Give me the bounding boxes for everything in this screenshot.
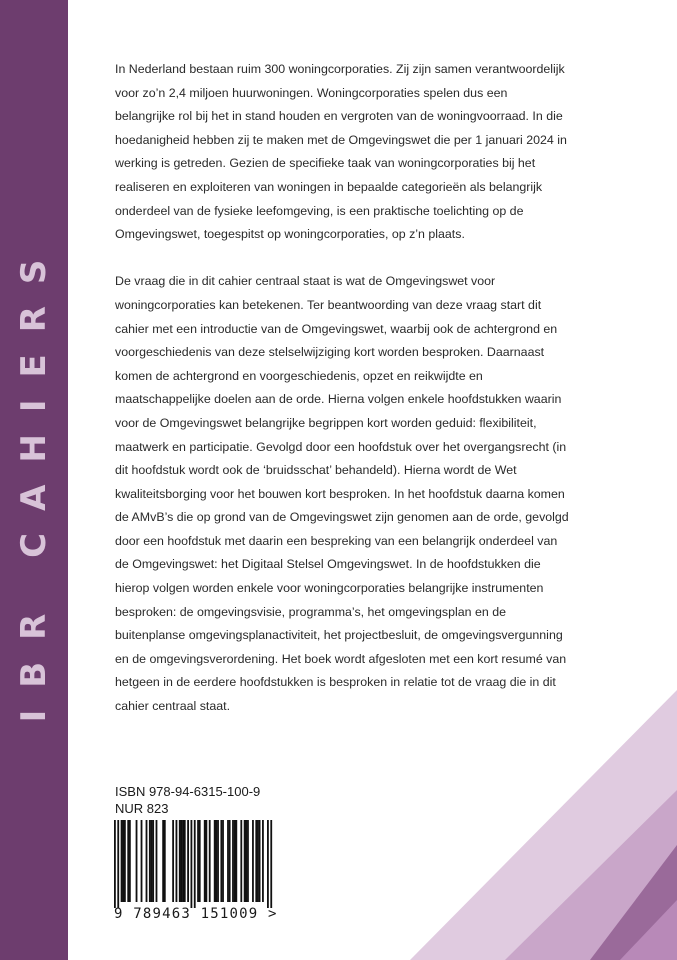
barcode-bar — [181, 820, 183, 902]
barcode-bar — [259, 820, 261, 902]
barcode-bar — [184, 820, 186, 902]
barcode-bar — [124, 820, 126, 902]
barcode-bar — [257, 820, 259, 902]
barcode-bar — [199, 820, 201, 902]
barcode-bar — [240, 820, 242, 902]
barcode-bar — [152, 820, 154, 902]
barcode-bar — [129, 820, 131, 902]
barcode-bar — [117, 820, 119, 908]
barcode-bar — [252, 820, 254, 902]
barcode-bar — [209, 820, 211, 902]
barcode-digits: 9 789463 151009 > — [114, 906, 278, 922]
barcode-bar — [244, 820, 246, 902]
barcode-bar — [191, 820, 193, 908]
barcode-bar — [197, 820, 199, 902]
barcode-bar — [220, 820, 222, 902]
barcode-bar — [164, 820, 166, 902]
barcode-bar — [205, 820, 207, 902]
barcode-bar — [215, 820, 217, 902]
decor-triangle-pale — [620, 900, 677, 960]
barcode-bar — [247, 820, 249, 902]
paragraph-overview: De vraag die in dit cahier centraal staat is wat de Omgevingswet voor woningcorporaties kan betekenen. Ter beantwoording van deze vraag start dit cahier met een introductie van de Omgevingswet, waarbij ook de achtergrond en voorgeschiedenis van deze stelselwijziging kort worden besproken. Daarnaast komen de achtergrond en voorgeschiedenis, opzet en reikwijdte en maatschappelijke doelen aan de orde. Hierna volgen enkele hoofdstukken waarin voor de Omgevingswet belangrijke begrippen kort worden geduid: flexibiliteit, maatwerk en participatie. Gevolgd door een hoofdstuk over het overgangsrecht (in dit hoofdstuk wordt ook de ‘bruidsschat’ behandeld). Hierna wordt de Wet kwaliteitsborging voor het bouwen kort besproken. In het hoofdstuk daarna komen de AMvB’s die op grond van de Omgevingswet zijn genomen aan de orde, gevolgd door een hoofdstuk met daarin een bespreking van een belangrijk onderdeel van de Omgevingswet: het Digitaal Stelsel Omgevingswet. In de hoofdstukken die hierop volgen worden enkele voor woningcorporaties belangrijke instrumenten besproken: de omgevingsvisie, programma’s, het omgevingsplan en de buitenplanse omgevingsplanactiviteit, het projectbesluit, de omgevingsvergunning en de omgevingsverordening. Het boek wordt afgesloten met een kort resumé van hetgeen in de eerdere hoofdstukken is besproken in relatie tot de vraag die in dit cahier centraal staat. — [115, 274, 569, 714]
barcode-bar — [214, 820, 216, 902]
barcode-bar — [162, 820, 164, 902]
barcode-bar — [235, 820, 237, 902]
barcode-bar — [232, 820, 234, 902]
isbn-block — [115, 783, 260, 817]
barcode-bar — [182, 820, 184, 902]
barcode-bar — [229, 820, 231, 902]
nur-code: NUR 823 — [115, 801, 169, 816]
barcode-bar — [127, 820, 129, 902]
barcode-bar — [114, 820, 116, 908]
series-title: IBR CAHIERS — [14, 237, 54, 723]
barcode-bar — [234, 820, 236, 902]
barcode-bar — [227, 820, 229, 902]
barcode-bar — [270, 820, 272, 908]
blurb-text — [115, 58, 570, 742]
barcode-bar — [156, 820, 158, 902]
barcode-bar — [187, 820, 189, 902]
barcode-bar — [217, 820, 219, 902]
barcode-bar — [179, 820, 181, 902]
spine-band — [0, 0, 68, 960]
barcode-bar — [121, 820, 123, 902]
decor-triangle-dark — [590, 845, 677, 960]
isbn-number: ISBN 978-94-6315-100-9 — [115, 784, 261, 799]
barcode-bar — [136, 820, 138, 902]
barcode-bar — [262, 820, 264, 902]
paragraph-intro: In Nederland bestaan ruim 300 woningcorporaties. Zij zijn samen verantwoordelijk voor zo’n 2,4 miljoen huurwoningen. Woningcorporaties spelen dus een belangrijke rol bij het in stand houden en vergroten van de woningvoorraad. In die hoedanigheid hebben zij te maken met de Omgevingswet die per 1 januari 2024 in werking is getreden. Gezien de specifieke taak van woningcorporaties bij het realiseren en exploiteren van woningen in bepaalde categorieën als belangrijk onderdeel van de fysieke leefomgeving, is een praktische toelichting op de Omgevingswet, toegespitst op woningcorporaties, op z’n plaats. — [115, 62, 567, 242]
barcode-bar — [151, 820, 153, 902]
barcode-bar — [245, 820, 247, 902]
barcode-bar — [176, 820, 178, 902]
barcode-bar — [146, 820, 148, 902]
decor-triangle-mid — [505, 790, 677, 960]
barcode-bar — [149, 820, 151, 902]
barcode-bar — [141, 820, 143, 902]
barcode-bar — [204, 820, 206, 902]
barcode-bar — [122, 820, 124, 902]
barcode-bar — [194, 820, 196, 908]
barcode — [112, 820, 274, 908]
barcode-bar — [255, 820, 257, 902]
barcode-bar — [222, 820, 224, 902]
barcode-bar — [172, 820, 174, 902]
barcode-bar — [267, 820, 269, 908]
